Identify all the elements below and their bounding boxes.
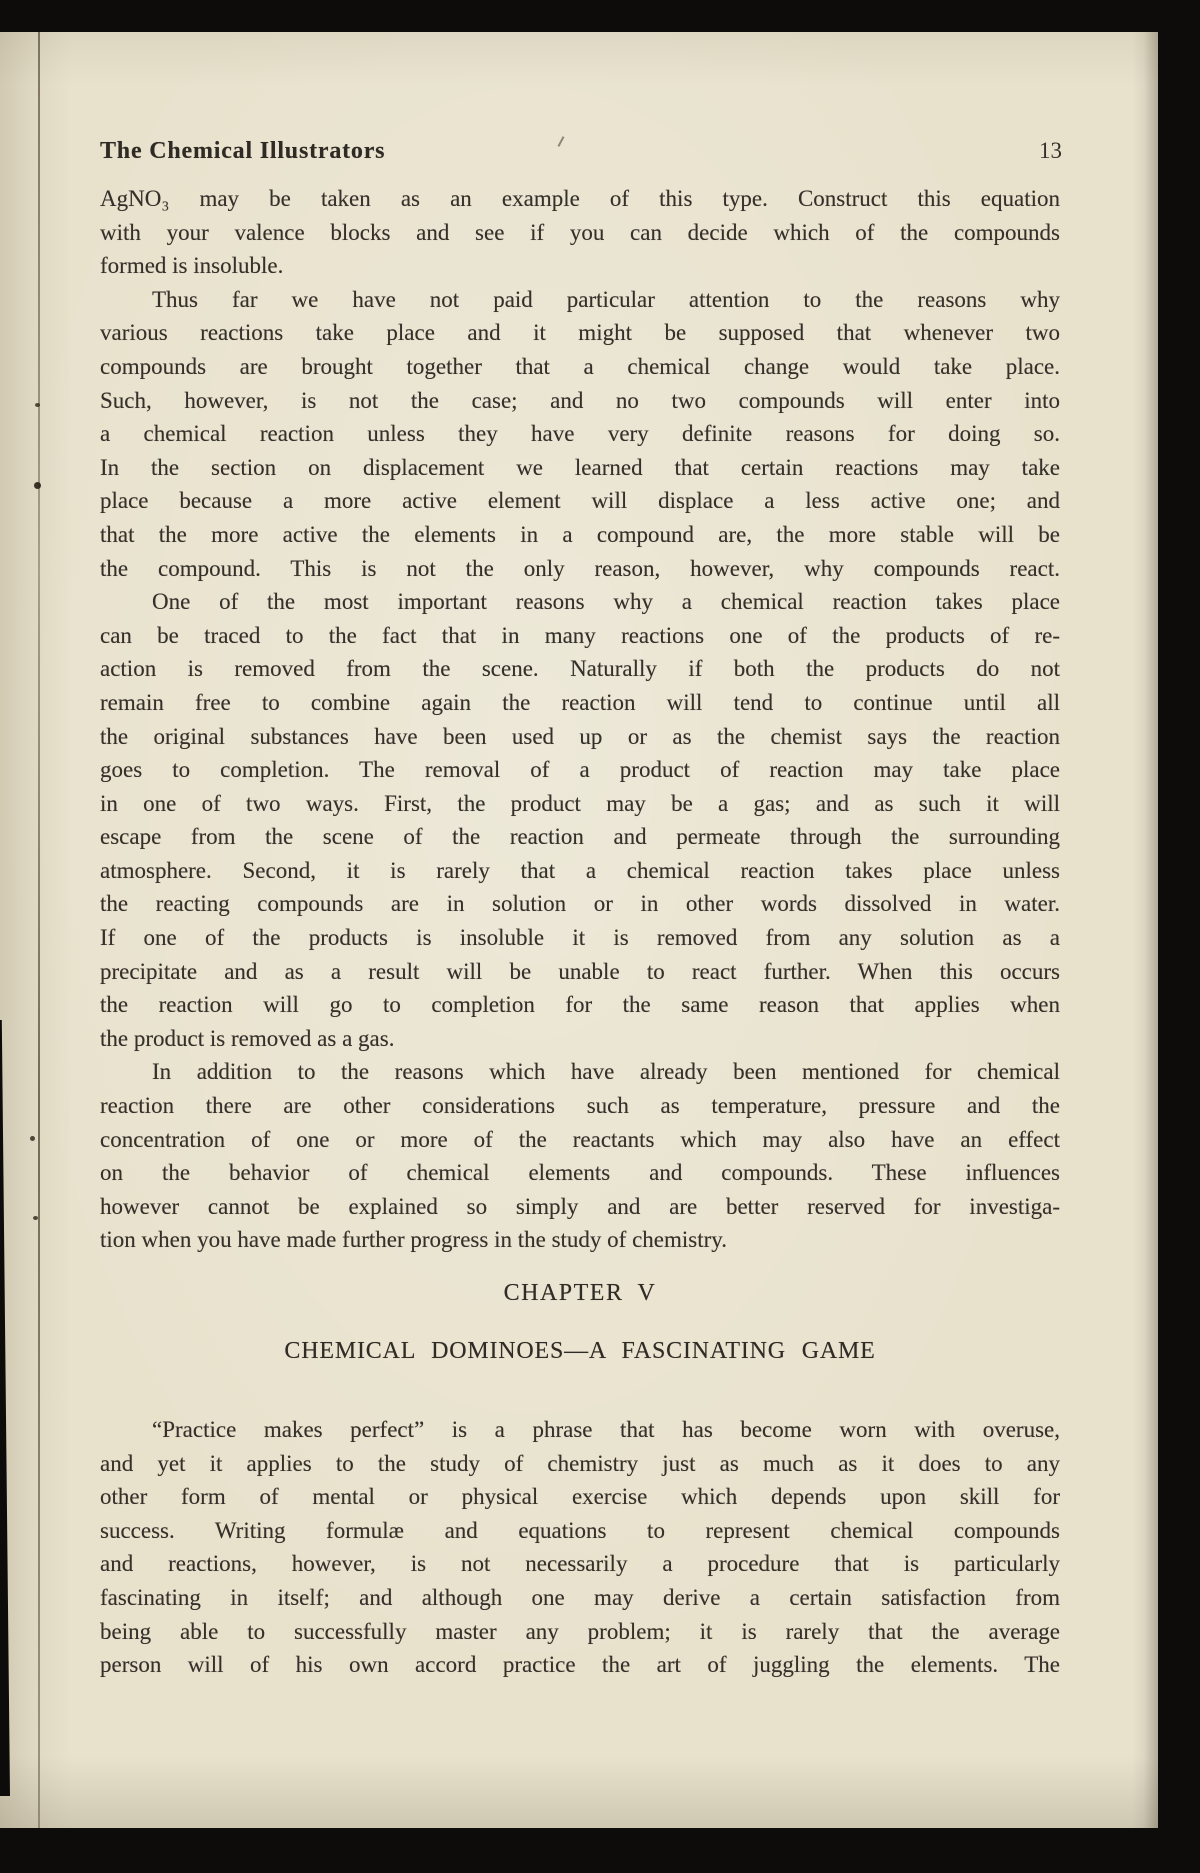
text-line: If one of the products is insoluble it is removed from any solution as a xyxy=(100,925,1060,951)
text-line: and reactions, however, is not necessarily a procedure that is particularly xyxy=(100,1551,1060,1577)
text-line: with your valence blocks and see if you can decide which of the compounds xyxy=(100,219,1060,245)
chapter-heading: CHAPTER V xyxy=(503,1280,657,1306)
book-page xyxy=(0,32,1158,1828)
page-header xyxy=(100,138,1062,165)
text-line: formed is insoluble. xyxy=(100,253,284,279)
binding-stitch-mark xyxy=(34,482,41,489)
text-line: goes to completion. The removal of a product of reaction may take place xyxy=(100,757,1060,783)
text-line: however cannot be explained so simply and are better reserved for investiga- xyxy=(100,1193,1060,1219)
text-line: and yet it applies to the study of chemistry just as much as it does to any xyxy=(100,1450,1060,1476)
text-line: One of the most important reasons why a chemical reaction takes place xyxy=(152,589,1060,615)
text-line: atmosphere. Second, it is rarely that a chemical reaction takes place unless xyxy=(100,857,1060,883)
text-line: the compound. This is not the only reason, however, why compounds react. xyxy=(100,555,1060,581)
text-line: In addition to the reasons which have already been mentioned for chemical xyxy=(152,1059,1060,1085)
text-line: the reacting compounds are in solution or in other words dissolved in water. xyxy=(100,891,1060,917)
text-line: “Practice makes perfect” is a phrase that has become worn with overuse, xyxy=(152,1417,1060,1442)
text-line: Such, however, is not the case; and no two compounds will enter into xyxy=(100,387,1060,413)
page-edge-shadow xyxy=(1132,32,1158,1828)
running-title: The Chemical Illustrators xyxy=(100,138,386,164)
text-line: in one of two ways. First, the product may be a gas; and as such it will xyxy=(100,790,1060,816)
text-line: that the more active the elements in a compound are, the more stable will be xyxy=(100,521,1060,547)
text-line: the original substances have been used up or as the chemist says the reaction xyxy=(100,723,1060,749)
text-line: action is removed from the scene. Naturally if both the products do not xyxy=(100,656,1060,682)
text-line: other form of mental or physical exercise which depends upon skill for xyxy=(100,1484,1060,1510)
text-line: reaction there are other considerations such as temperature, pressure and the xyxy=(100,1093,1060,1119)
text-line: AgNO₃ may be taken as an example of this type. Construct this equation xyxy=(100,186,1060,211)
ink-speck xyxy=(35,403,40,407)
body-text-lower xyxy=(100,1413,1060,1682)
text-line: the reaction will go to completion for the same reason that applies when xyxy=(100,992,1060,1018)
page-number: 13 xyxy=(1039,138,1062,163)
chapter-title: CHEMICAL DOMINOES—A FASCINATING GAME xyxy=(284,1338,876,1364)
text-line: precipitate and as a result will be unable to react further. When this occurs xyxy=(100,958,1060,984)
text-line: success. Writing formulæ and equations to represent chemical compounds xyxy=(100,1517,1060,1543)
text-line: Thus far we have not paid particular attention to the reasons why xyxy=(152,286,1060,312)
text-line: compounds are brought together that a chemical change would take place. xyxy=(100,353,1060,379)
text-line: a chemical reaction unless they have very definite reasons for doing so. xyxy=(100,421,1060,447)
text-line: person will of his own accord practice the art of juggling the elements. The xyxy=(100,1652,1060,1678)
ink-speck xyxy=(30,1136,35,1141)
text-line: fascinating in itself; and although one may derive a certain satisfaction from xyxy=(100,1584,1060,1610)
text-line: being able to successfully master any problem; it is rarely that the average xyxy=(100,1618,1060,1644)
text-line: tion when you have made further progress in the study of chemistry. xyxy=(100,1227,728,1253)
text-line: can be traced to the fact that in many reactions one of the products of re- xyxy=(100,622,1060,648)
text-line: on the behavior of chemical elements and compounds. These influences xyxy=(100,1160,1060,1186)
page-fold-line xyxy=(38,32,40,1828)
text-line: escape from the scene of the reaction and permeate through the surrounding xyxy=(100,824,1060,850)
text-line: the product is removed as a gas. xyxy=(100,1025,395,1051)
text-line: various reactions take place and it might be supposed that whenever two xyxy=(100,320,1060,346)
body-text-upper xyxy=(100,182,1060,1257)
text-line: remain free to combine again the reaction will tend to continue until all xyxy=(100,689,1060,715)
text-line: place because a more active element will displace a less active one; and xyxy=(100,488,1060,514)
gutter-shadow xyxy=(0,32,72,1828)
ink-speck xyxy=(33,1216,38,1220)
text-line: concentration of one or more of the reactants which may also have an effect xyxy=(100,1126,1060,1152)
text-line: In the section on displacement we learned that certain reactions may take xyxy=(100,454,1060,480)
